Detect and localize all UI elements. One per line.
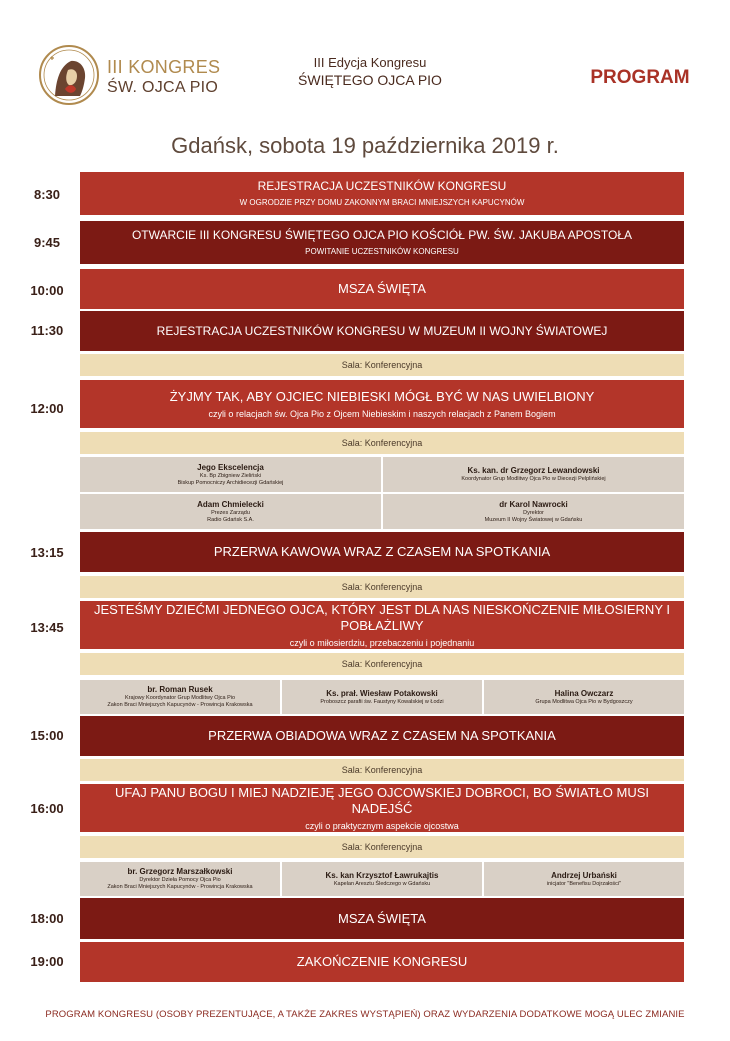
- time-label: 15:00: [30, 728, 64, 743]
- speaker-name: Ks. kan. dr Grzegorz Lewandowski: [467, 466, 600, 475]
- congress-name: ŚWIĘTEGO OJCA PIO: [298, 72, 442, 88]
- program-title: PROGRAM: [590, 67, 690, 88]
- speaker-role: Zakon Braci Mniejszych Kapucynów - Prowincja Krakowska: [107, 884, 253, 890]
- speaker-name: br. Roman Rusek: [147, 685, 213, 694]
- room-label: Sala: Konferencyjna: [80, 653, 684, 675]
- session-subtitle: czyli o miłosierdziu, przebaczeniu i pojednaniu: [289, 637, 475, 648]
- speaker-card: [80, 680, 280, 714]
- speaker-card: [383, 494, 684, 529]
- congress-logo: [38, 44, 100, 106]
- session-subtitle: POWITANIE UCZESTNIKÓW KONGRESU: [305, 247, 459, 256]
- session-mass-2: [80, 898, 684, 939]
- room-label: Sala: Konferencyjna: [80, 432, 684, 454]
- room-label: Sala: Konferencyjna: [80, 576, 684, 598]
- speaker-role: Biskup Pomocniczy Archidiecezji Gdańskiej: [177, 479, 284, 486]
- date-subtitle: Gdańsk, sobota 19 października 2019 r.: [171, 133, 559, 158]
- room-label: Sala: Konferencyjna: [80, 354, 684, 376]
- time-label: 18:00: [30, 911, 64, 926]
- session-title: JESTEŚMY DZIEĆMI JEDNEGO OJCA, KTÓRY JEST DLA NAS NIESKOŃCZENIE MIŁOSIERNY I POBŁAŻLIWY: [94, 601, 670, 633]
- speaker-role: Radio Gdańsk S.A.: [207, 516, 254, 523]
- speaker-name: Adam Chmielecki: [197, 499, 264, 509]
- speaker-name: Andrzej Urbański: [551, 870, 617, 880]
- time-label: 8:30: [33, 187, 61, 202]
- speaker-name: Jego Ekscelencja: [197, 462, 264, 472]
- session-lecture-3: [80, 784, 684, 832]
- session-opening: [80, 221, 684, 264]
- room-label: Sala: Konferencyjna: [80, 836, 684, 858]
- session-coffee-break: [80, 532, 684, 572]
- time-label: 13:15: [30, 545, 64, 560]
- speakers-grid-3: [80, 862, 684, 896]
- speaker-name: br. Grzegorz Marszałkowski: [127, 867, 233, 876]
- session-title: MSZA ŚWIĘTA: [338, 910, 426, 926]
- session-title: PRZERWA OBIADOWA WRAZ Z CZASEM NA SPOTKANIA: [208, 728, 556, 743]
- edition-line: III Edycja Kongresu: [313, 55, 427, 70]
- speaker-card: [80, 494, 381, 529]
- speaker-card: [282, 862, 482, 896]
- time-label: 16:00: [30, 801, 64, 816]
- saint-pio-logo-icon: [38, 44, 100, 106]
- speaker-role: Prezes Zarządu: [211, 509, 250, 516]
- time-label: 13:45: [30, 620, 64, 635]
- session-mass-1: [80, 269, 684, 309]
- session-subtitle: W OGRODZIE PRZY DOMU ZAKONNYM BRACI MNIEJSZYCH KAPUCYNÓW: [239, 198, 525, 207]
- speaker-role: Zakon Braci Mniejszych Kapucynów - Prowincja Krakowska: [107, 702, 253, 708]
- speaker-card: [80, 457, 381, 492]
- speaker-card: [282, 680, 482, 714]
- speaker-role: Proboszcz parafii św. Faustyny Kowalskiej w Łodzi: [320, 698, 444, 705]
- session-subtitle: czyli o praktycznym aspekcie ojcostwa: [305, 820, 459, 831]
- speaker-role: Muzeum II Wojny Światowej w Gdańsku: [484, 516, 583, 523]
- session-lecture-1: [80, 380, 684, 428]
- speaker-role: Koordynator Grup Modlitwy Ojca Pio w Diecezji Pelplińskiej: [461, 476, 606, 482]
- speaker-card: [484, 862, 684, 896]
- footer-disclaimer: PROGRAM KONGRESU (OSOBY PREZENTUJĄCE, A TAKŻE ZAKRES WYSTĄPIEŃ) ORAZ WYDARZENIA DODATKOWE MOGĄ ULEC ZMIANIE: [45, 1009, 685, 1020]
- session-title: ŻYJMY TAK, ABY OJCIEC NIEBIESKI MÓGŁ BYĆ W NAS UWIELBIONY: [169, 388, 595, 404]
- session-title: REJESTRACJA UCZESTNIKÓW KONGRESU: [257, 179, 507, 193]
- session-title: PRZERWA KAWOWA WRAZ Z CZASEM NA SPOTKANIA: [213, 544, 551, 559]
- session-lunch-break: [80, 716, 684, 756]
- time-label: 10:00: [30, 283, 64, 298]
- logo-title-line1: III KONGRES: [107, 57, 221, 77]
- time-label: 11:30: [30, 323, 64, 338]
- speaker-card: [383, 457, 684, 492]
- session-registration-garden: [80, 172, 684, 215]
- speaker-role: Krajowy Koordynator Grup Modlitwy Ojca Pio: [124, 695, 236, 701]
- session-title: REJESTRACJA UCZESTNIKÓW KONGRESU W MUZEUM II WOJNY ŚWIATOWEJ: [156, 323, 608, 338]
- speaker-role: inicjator "Benefisu Dojrzałości": [546, 880, 622, 887]
- speaker-card: [80, 862, 280, 896]
- time-label: 19:00: [30, 954, 64, 969]
- speaker-role: Dyrektor: [523, 509, 544, 516]
- session-lecture-2: [80, 601, 684, 649]
- speaker-role: Kapelan Aresztu Śledczego w Gdańsku: [333, 880, 431, 887]
- speaker-name: Halina Owczarz: [554, 688, 614, 698]
- speakers-grid-1: [80, 457, 684, 529]
- session-registration-museum: [80, 311, 684, 351]
- session-closing: [80, 942, 684, 982]
- speaker-role: Ks. Bp Zbigniew Zieliński: [199, 472, 262, 479]
- session-title: UFAJ PANU BOGU I MIEJ NADZIEJĘ JEGO OJCOWSKIEJ DOBROCI, BO ŚWIATŁO MUSI NADEJŚĆ: [114, 784, 650, 816]
- room-label: Sala: Konferencyjna: [80, 759, 684, 781]
- speaker-name: Ks. prał. Wiesław Potakowski: [326, 688, 438, 698]
- logo-title-line2: ŚW. OJCA PIO: [107, 79, 219, 96]
- speakers-grid-2: [80, 680, 684, 714]
- time-label: 9:45: [33, 235, 61, 250]
- session-title: ZAKOŃCZENIE KONGRESU: [296, 954, 468, 969]
- session-subtitle: czyli o relacjach św. Ojca Pio z Ojcem Niebieskim i naszych relacjach z Panem Bogiem: [208, 408, 556, 419]
- speaker-name: dr Karol Nawrocki: [499, 499, 568, 509]
- speaker-name: Ks. kan Krzysztof Ławrukajtis: [325, 870, 439, 880]
- session-title: OTWARCIE III KONGRESU ŚWIĘTEGO OJCA PIO KOŚCIÓŁ PW. ŚW. JAKUBA APOSTOŁA: [131, 228, 633, 242]
- speaker-role: Dyrektor Dzieła Pomocy Ojca Pio: [139, 877, 221, 883]
- speaker-card: [484, 680, 684, 714]
- speaker-role: Grupa Modlitwa Ojca Pio w Bydgoszczy: [535, 698, 633, 705]
- time-label: 12:00: [30, 401, 64, 416]
- session-title: MSZA ŚWIĘTA: [338, 281, 426, 296]
